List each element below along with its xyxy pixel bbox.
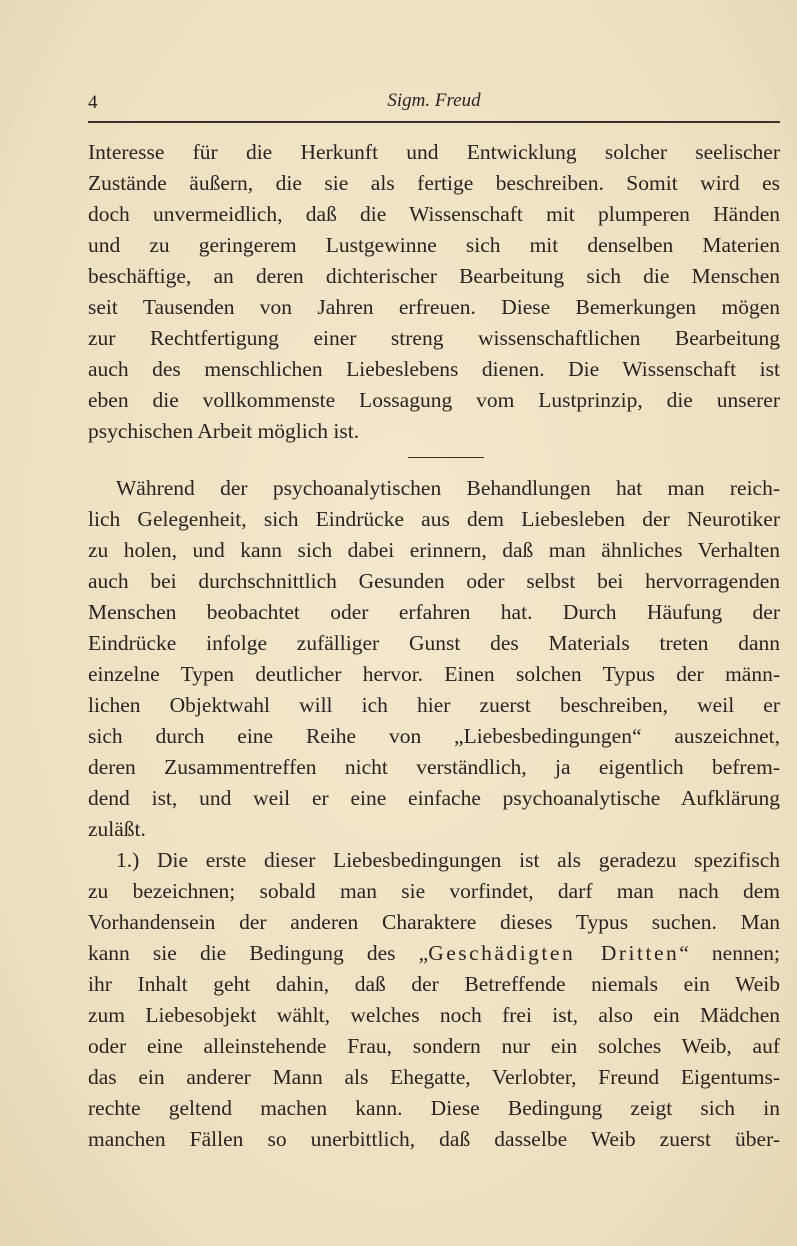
- text-line: rechte geltend machen kann. Diese Bedingung zeigt sich in: [88, 1096, 780, 1120]
- text-line: deren Zusammentreffen nicht verständlich, ja eigentlich befrem-: [88, 755, 780, 779]
- text-line: Während der psychoanalytischen Behandlungen hat man reich-: [116, 476, 780, 500]
- emphasized-term: Geschädigten Dritten: [428, 941, 680, 965]
- text-line: doch unvermeidlich, daß die Wissenschaft mit plumperen Händen: [88, 202, 780, 226]
- text-line: einzelne Typen deutlicher hervor. Einen solchen Typus der männ-: [88, 662, 780, 686]
- text-line: zur Rechtfertigung einer streng wissenschaftlichen Bearbeitung: [88, 326, 780, 350]
- text-line: Zustände äußern, die sie als fertige beschreiben. Somit wird es: [88, 171, 780, 195]
- running-head: Sigm. Freud: [387, 90, 481, 111]
- text-line: manchen Fällen so unerbittlich, daß dasselbe Weib zuerst über-: [88, 1127, 780, 1151]
- paragraph-3: [88, 845, 780, 1155]
- text-line: Menschen beobachtet oder erfahren hat. Durch Häufung der: [88, 600, 780, 624]
- text-line: lich Gelegenheit, sich Eindrücke aus dem Liebesleben der Neurotiker: [88, 507, 780, 531]
- page-header: [88, 88, 780, 118]
- text-line: Vorhandensein der anderen Charaktere dieses Typus suchen. Man: [88, 910, 780, 934]
- text-line: oder eine alleinstehende Frau, sondern nur ein solches Weib, auf: [88, 1034, 780, 1058]
- text-line: auch bei durchschnittlich Gesunden oder selbst bei hervorragenden: [88, 569, 780, 593]
- text-line: Eindrücke infolge zufälliger Gunst des Materials treten dann: [88, 631, 780, 655]
- paragraph-1: [88, 137, 780, 447]
- text-line: auch des menschlichen Liebeslebens dienen. Die Wissenschaft ist: [88, 357, 780, 381]
- text-line: psychischen Arbeit möglich ist.: [88, 419, 360, 443]
- paragraph-2: [88, 473, 780, 845]
- text-line-spaced: [88, 938, 780, 969]
- page-number: 4: [88, 92, 98, 113]
- text-line: 1.) Die erste dieser Liebesbedingungen ist als geradezu spezifisch: [116, 848, 780, 872]
- text-line: Interesse für die Herkunft und Entwicklung solcher seelischer: [88, 140, 780, 164]
- text-line: dend ist, und weil er eine einfache psychoanalytische Aufklärung: [88, 786, 780, 810]
- section-divider: [408, 457, 484, 458]
- line-pre: kann sie die Bedingung des „: [88, 941, 429, 965]
- text-line: beschäftige, an deren dichterischer Bearbeitung sich die Menschen: [88, 264, 780, 288]
- text-line: zu holen, und kann sich dabei erinnern, daß man ähnliches Verhalten: [88, 538, 780, 562]
- text-line: und zu geringerem Lustgewinne sich mit denselben Materien: [88, 233, 780, 257]
- text-line: sich durch eine Reihe von „Liebesbedingungen“ auszeichnet,: [88, 724, 780, 748]
- text-line: das ein anderer Mann als Ehegatte, Verlobter, Freund Eigentums-: [88, 1065, 780, 1089]
- text-line: lichen Objektwahl will ich hier zuerst beschreiben, weil er: [88, 693, 780, 717]
- text-line: zu bezeichnen; sobald man sie vorfindet, darf man nach dem: [88, 879, 780, 903]
- text-line: zum Liebesobjekt wählt, welches noch frei ist, also ein Mädchen: [88, 1003, 780, 1027]
- text-line: zuläßt.: [88, 817, 146, 841]
- text-line: seit Tausenden von Jahren erfreuen. Diese Bemerkungen mögen: [88, 295, 780, 319]
- header-rule: [88, 121, 780, 123]
- text-line: ihr Inhalt geht dahin, daß der Betreffende niemals ein Weib: [88, 972, 780, 996]
- line-post: “ nennen;: [679, 941, 780, 965]
- text-line: eben die vollkommenste Lossagung vom Lustprinzip, die unserer: [88, 388, 780, 412]
